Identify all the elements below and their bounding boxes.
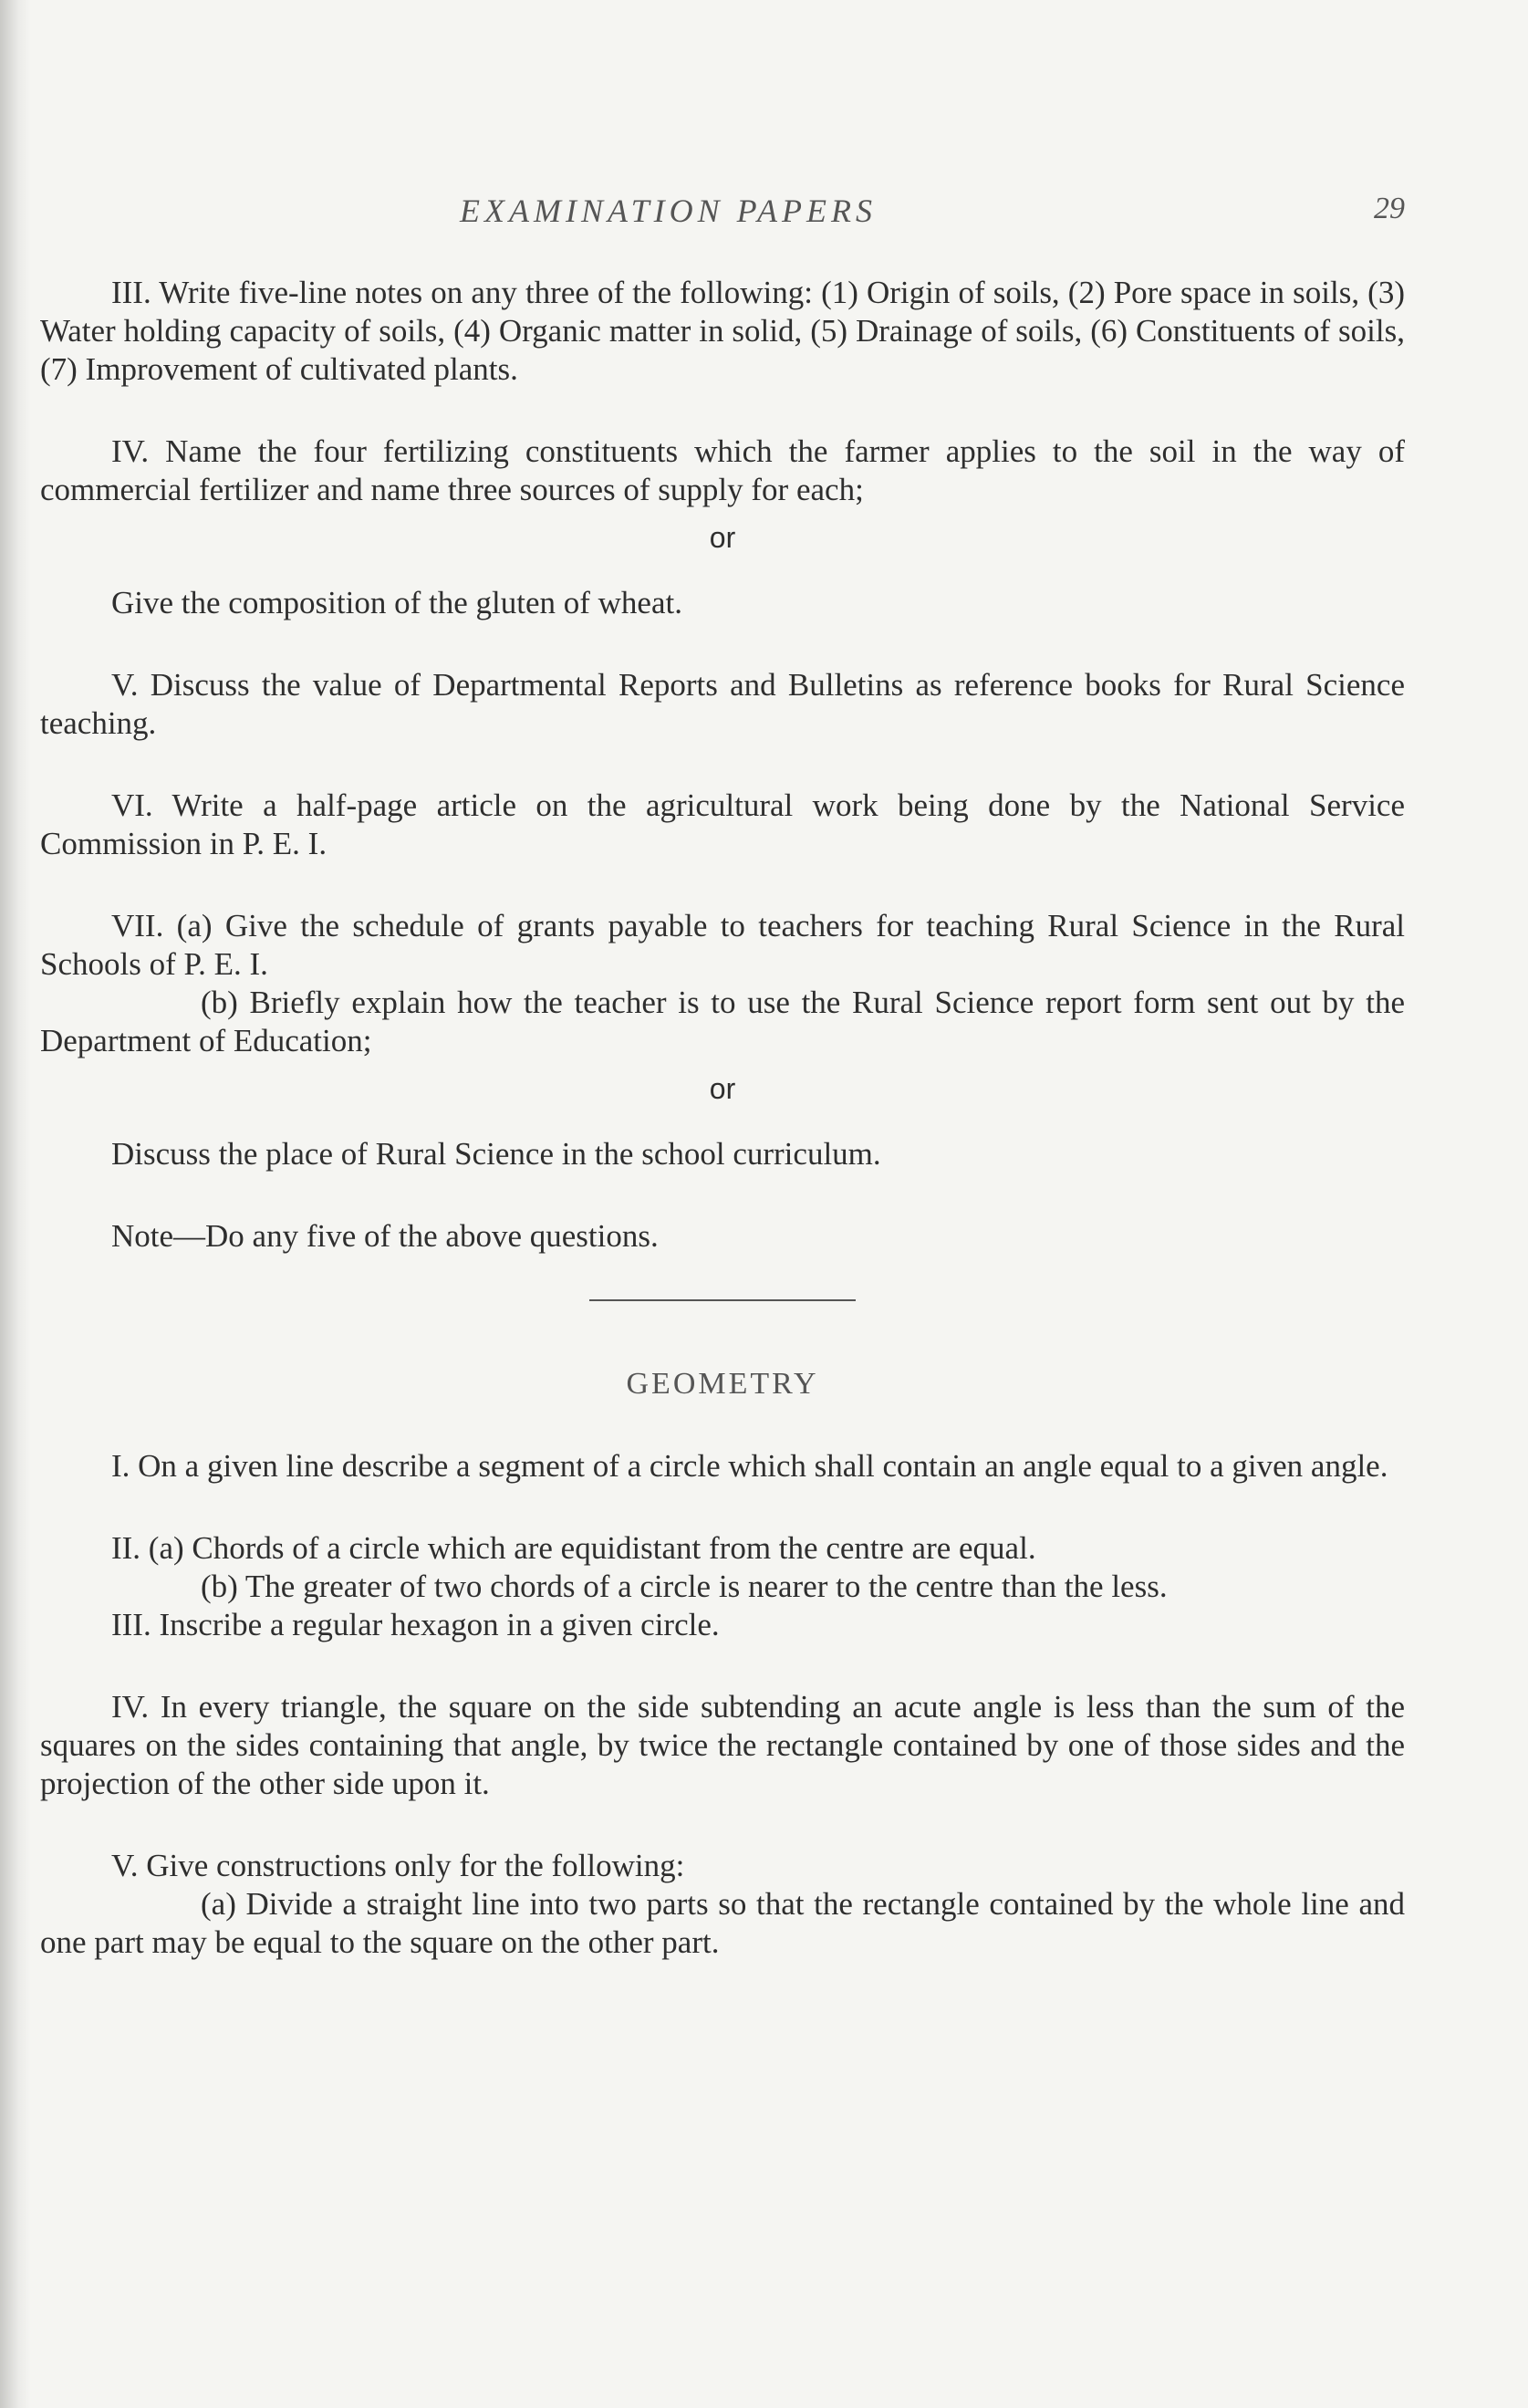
page-edge-shadow [0, 0, 31, 2408]
or-separator: or [709, 521, 736, 554]
geometry-question-ii-b: (b) The greater of two chords of a circle is nearer to the centre than the less. [201, 1569, 1168, 1604]
running-head-title: EXAMINATION PAPERS [460, 193, 877, 229]
or-separator: or [709, 1072, 736, 1105]
question-vi-article: VI. Write a half-page article on the agricultural work being done by the National Service Commission in P. E. I. [40, 787, 1405, 861]
section-heading-geometry: GEOMETRY [626, 1367, 819, 1401]
question-iv-alternative: Give the composition of the gluten of wheat. [111, 585, 682, 620]
question-vii-a: VII. (a) Give the schedule of grants payable to teachers for teaching Rural Science in the Rural Schools of P. E. I. [40, 908, 1405, 982]
question-vii-b: (b) Briefly explain how the teacher is to use the Rural Science report form sent out by the Department of Education; [40, 985, 1405, 1058]
page-body [40, 274, 1405, 1962]
note-instruction: Note—Do any five of the above questions. [111, 1218, 659, 1254]
question-iv-fertilizers: IV. Name the four fertilizing constituents which the farmer applies to the soil in the way of commercial fertilizer and name three sources of supply for each; [40, 433, 1405, 507]
geometry-question-iv: IV. In every triangle, the square on the side subtending an acute angle is less than the sum of the squares on the sides containing that angle, by twice the rectangle contained by one of those sides and the projection of the other side upon it. [40, 1689, 1405, 1801]
geometry-question-v: V. Give constructions only for the following: [111, 1848, 685, 1883]
geometry-question-v-a: (a) Divide a straight line into two parts so that the rectangle contained by the whole line and one part may be equal to the square on the other part. [40, 1886, 1405, 1960]
question-vii-alternative: Discuss the place of Rural Science in the school curriculum. [111, 1136, 881, 1172]
geometry-question-i: I. On a given line describe a segment of a circle which shall contain an angle equal to a given angle. [111, 1448, 1388, 1484]
question-v-reports: V. Discuss the value of Departmental Reports and Bulletins as reference books for Rural Science teaching. [40, 667, 1405, 741]
running-head [40, 192, 1405, 237]
geometry-question-ii-a: II. (a) Chords of a circle which are equidistant from the centre are equal. [111, 1530, 1036, 1566]
page-number: 29 [1374, 192, 1405, 225]
geometry-question-iii: III. Inscribe a regular hexagon in a given circle. [111, 1607, 720, 1642]
section-divider [589, 1299, 856, 1301]
question-iii-soils: III. Write five-line notes on any three of the following: (1) Origin of soils, (2) Pore space in soils, (3) Water holding capacity of soils, (4) Organic matter in solid, (5) Drainage of soils, (6) Constituents of soils, (7) Improvement of cultivated plants. [40, 275, 1405, 387]
